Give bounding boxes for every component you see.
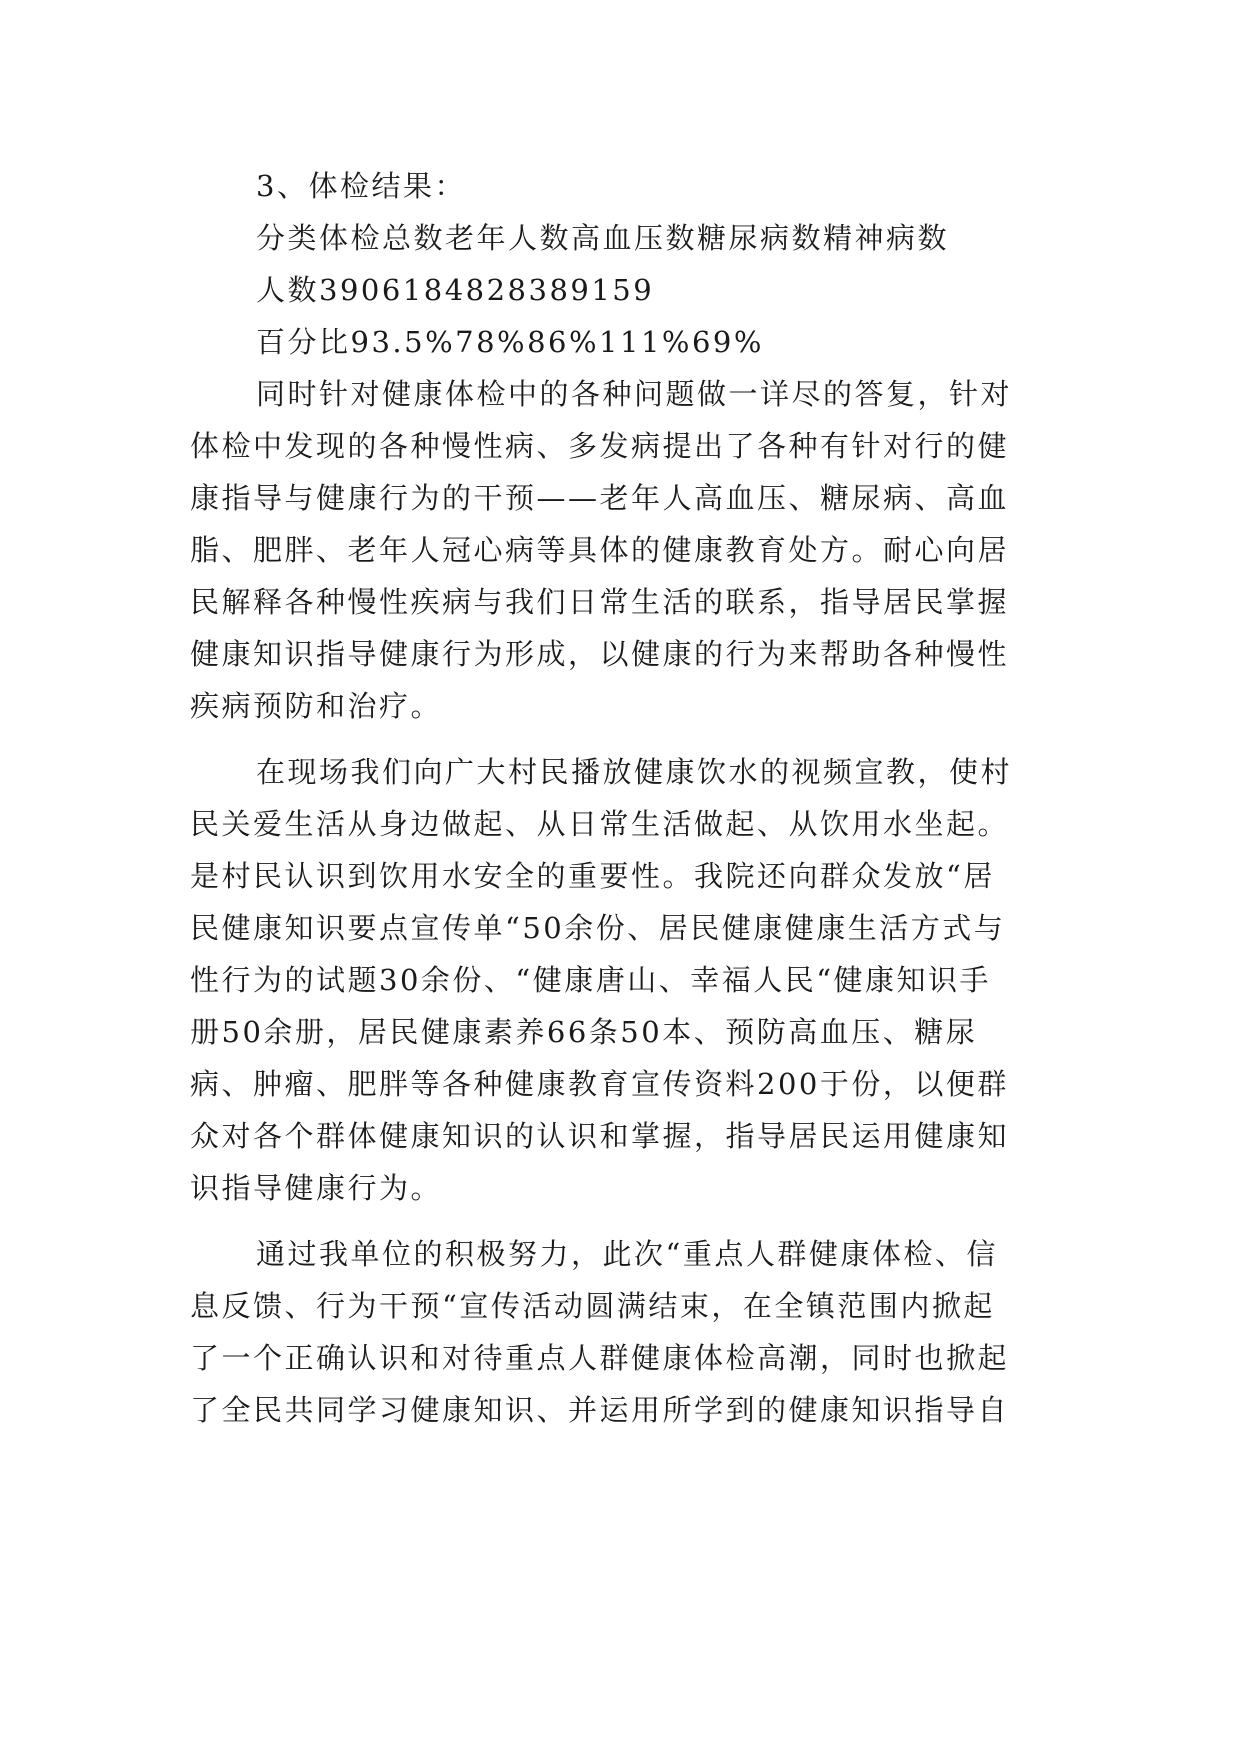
paragraph-line: 民关爱生活从身边做起、从日常生活做起、从饮用水坐起。 [190,807,1010,841]
paragraph-line: 了一个正确认识和对待重点人群健康体检高潮，同时也掀起 [190,1341,1010,1375]
paragraph-line: 册50余册，居民健康素养66条50本、预防高血压、糖尿 [190,1015,978,1049]
paragraph-line: 体检中发现的各种慢性病、多发病提出了各种有针对行的健 [190,429,1010,463]
paragraph-spacer [190,1214,1060,1228]
section-heading: 3、体检结果： [256,169,466,203]
paragraph-line: 同时针对健康体检中的各种问题做一详尽的答复，针对 [256,377,1013,411]
paragraph-line: 了全民共同学习健康知识、并运用所学到的健康知识指导自 [190,1393,1010,1427]
paragraph-line: 康指导与健康行为的干预——老年人高血压、糖尿病、高血 [190,481,1010,515]
paragraph-line: 民健康知识要点宣传单“50余份、居民健康健康生活方式与 [190,911,1006,945]
paragraph-line: 识指导健康行为。 [190,1171,443,1205]
paragraph-line: 疾病预防和治疗。 [190,689,443,723]
paragraph-line: 通过我单位的积极努力，此次“重点人群健康体检、信 [256,1237,998,1271]
table-count-row: 人数3906184828389159 [256,273,655,307]
paragraph-line: 息反馈、行为干预“宣传活动圆满结束，在全镇范围内掀起 [190,1289,995,1323]
paragraph-conclusion [190,1228,1060,1436]
paragraph-line: 性行为的试题30余份、“健康唐山、幸福人民“健康知识手 [190,963,992,997]
paragraph-line: 在现场我们向广大村民播放健康饮水的视频宣教，使村 [256,755,1013,789]
paragraph-onsite-education [190,746,1060,1214]
paragraph-line: 民解释各种慢性疾病与我们日常生活的联系，指导居民掌握 [190,585,1010,619]
paragraph-line: 脂、肥胖、老年人冠心病等具体的健康教育处方。耐心向居 [190,533,1010,567]
paragraph-line: 众对各个群体健康知识的认识和掌握，指导居民运用健康知 [190,1119,1010,1153]
paragraph-line: 是村民认识到饮用水安全的重要性。我院还向群众发放“居 [190,859,995,893]
results-table [190,212,1060,368]
paragraph-health-guidance [190,368,1060,732]
document-body [190,160,1060,1436]
paragraph-spacer [190,732,1060,746]
paragraph-line: 病、肿瘤、肥胖等各种健康教育宣传资料200于份，以便群 [190,1067,1009,1101]
results-heading [190,160,1060,212]
table-percent-row: 百分比93.5%78%86%111%69% [256,325,764,359]
paragraph-line: 健康知识指导健康行为形成，以健康的行为来帮助各种慢性 [190,637,1010,671]
table-header-row: 分类体检总数老年人数高血压数糖尿病数精神病数 [256,221,950,255]
